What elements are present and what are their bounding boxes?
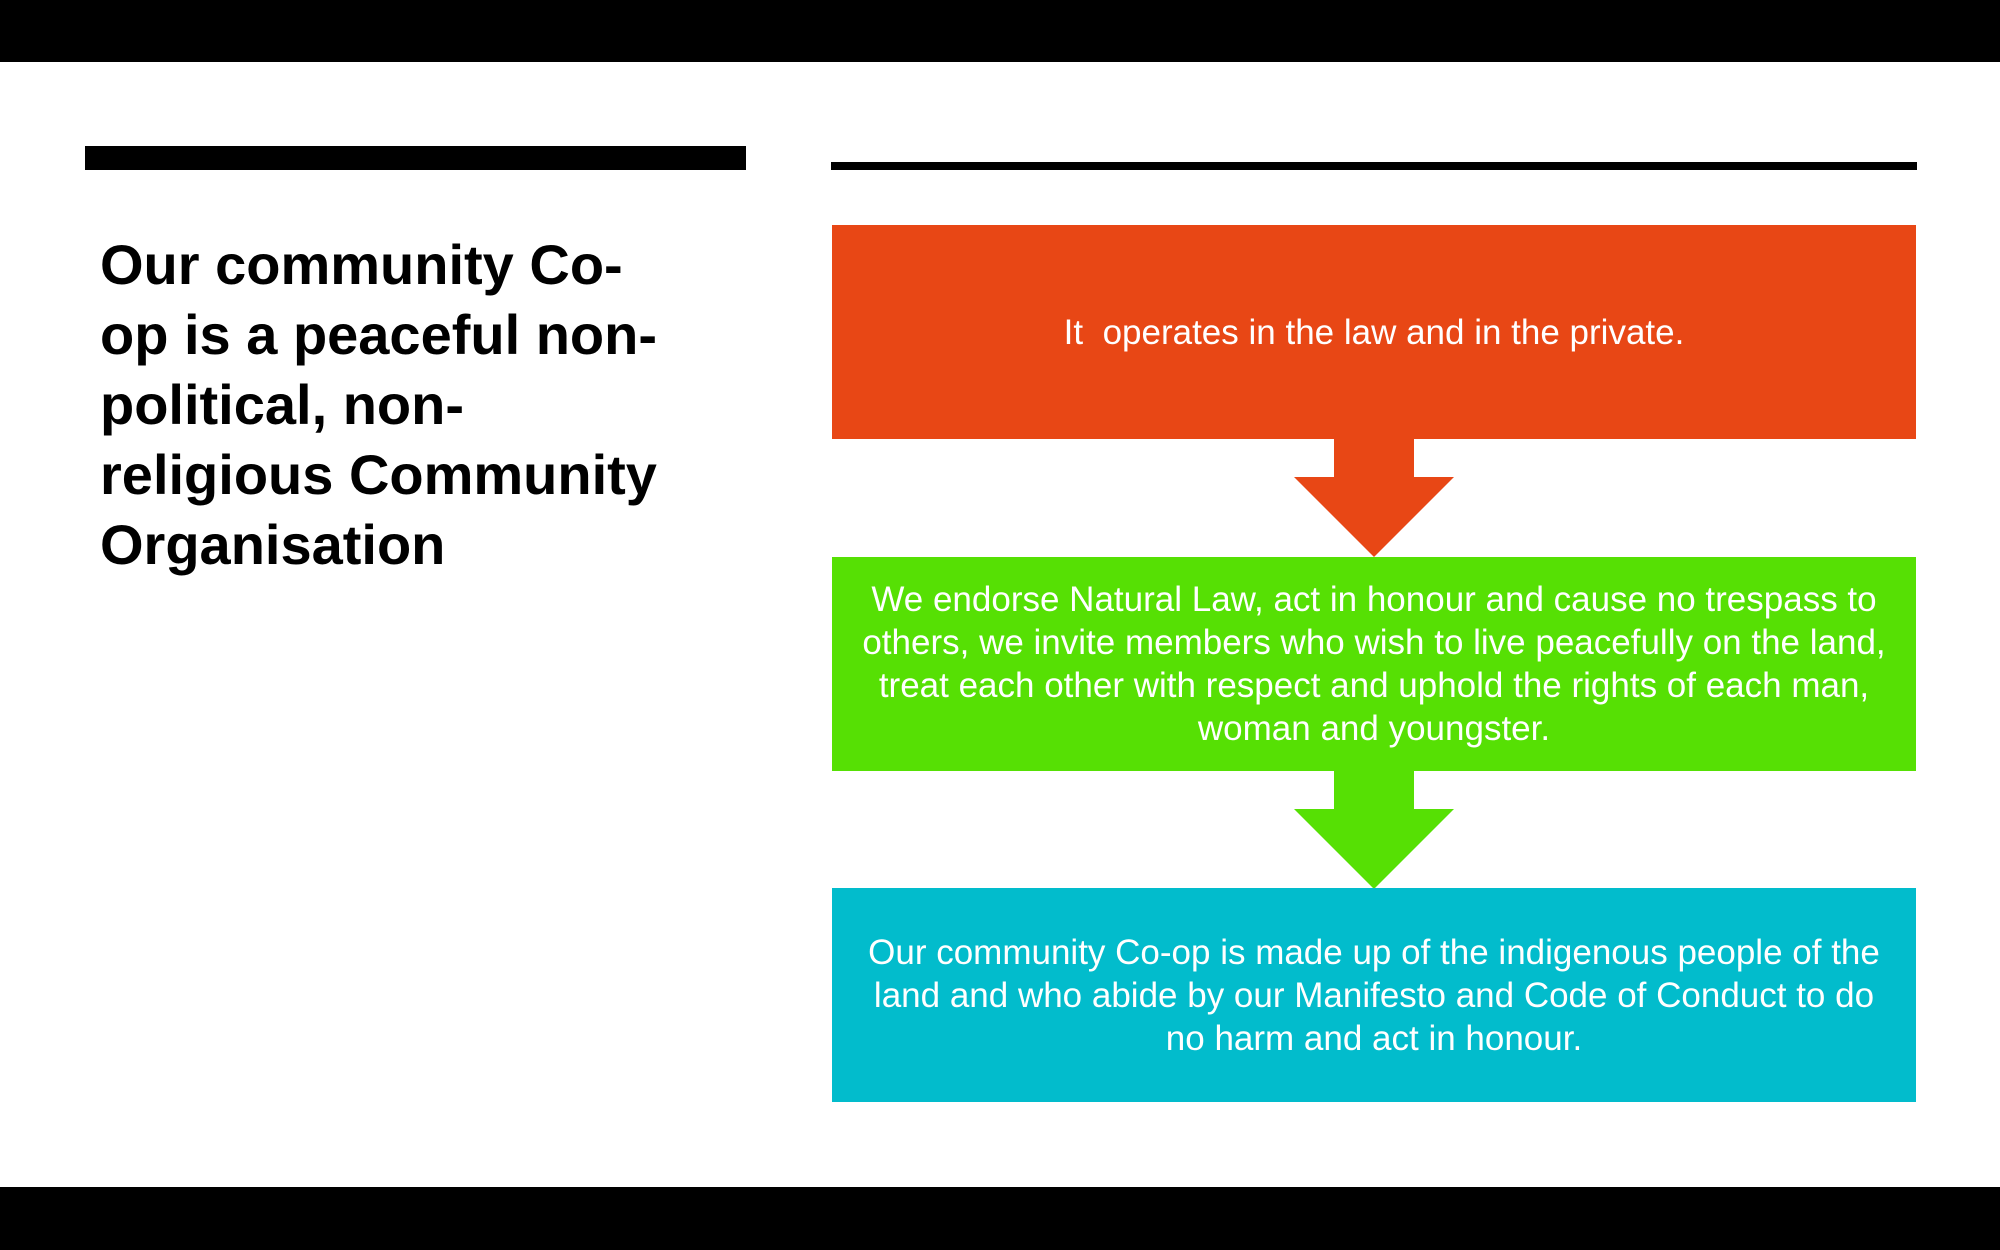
down-arrow-icon [1294,771,1454,889]
letterbox-bottom [0,1187,2000,1250]
left-header-rule [85,146,746,170]
flow-box-3-text: Our community Co-op is made up of the indigenous people of the land and who abide by our Manifesto and Code of Conduct to do no harm and act in honour. [868,932,1880,1058]
flow-box-3 [832,888,1916,1102]
flow-box-1 [832,225,1916,439]
slide-title: Our community Co-op is a peaceful non-political, non-religious Community Organisation [100,233,657,576]
letterbox-top [0,0,2000,62]
flow-box-2-text: We endorse Natural Law, act in honour and cause no trespass to others, we invite members who wish to live peacefully on the land, treat each other with respect and uphold the rights of each man, woman and youngster. [862,580,1886,748]
slide [0,62,2000,1187]
right-header-rule [831,162,1917,170]
flow-box-2 [832,557,1916,771]
flow-box-1-text: It operates in the law and in the private. [1063,312,1685,352]
down-arrow-icon [1294,439,1454,557]
